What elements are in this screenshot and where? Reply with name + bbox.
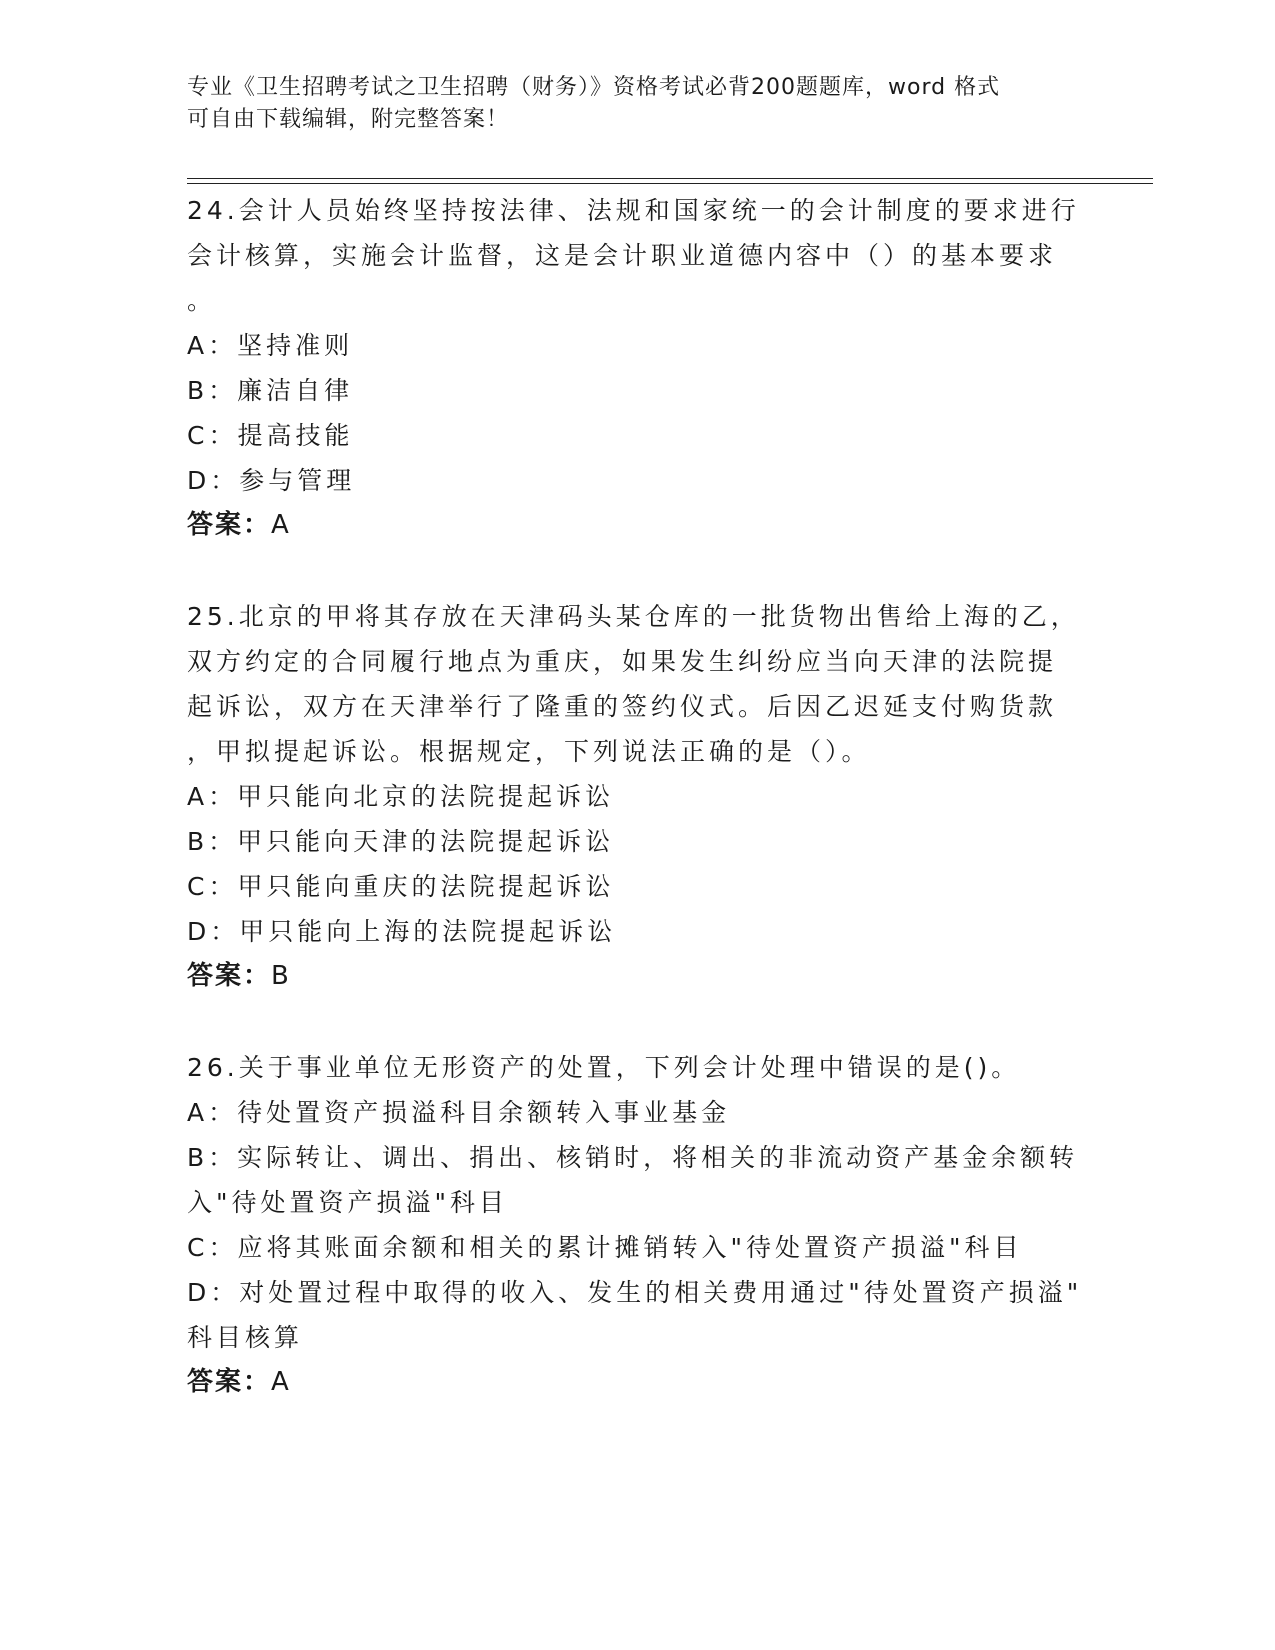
question-stem-line: 双方约定的合同履行地点为重庆，如果发生纠纷应当向天津的法院提 [187, 647, 1058, 676]
answer-label: 答案： [187, 961, 272, 991]
answer-value: A [271, 1367, 291, 1397]
question-stem-line: ，甲拟提起诉讼。根据规定，下列说法正确的是（）。 [187, 737, 871, 766]
question-stem-line: 。 [187, 286, 217, 315]
question-stem-line: 会计核算，实施会计监督，这是会计职业道德内容中（）的基本要求 [187, 241, 1058, 270]
option-c: C：甲只能向重庆的法院提起诉讼 [187, 872, 615, 901]
answer-value: B [271, 961, 291, 991]
option-b: B：实际转让、调出、捐出、核销时，将相关的非流动资产基金余额转 [187, 1143, 1079, 1172]
answer-value: A [271, 510, 291, 540]
option-d: D：对处置过程中取得的收入、发生的相关费用通过"待处置资产损溢" [187, 1278, 1083, 1307]
option-a: A：坚持准则 [187, 331, 354, 360]
option-c: C：提高技能 [187, 421, 354, 450]
question-24 [187, 188, 1087, 548]
answer-label: 答案： [187, 510, 272, 540]
answer-line [187, 954, 1087, 999]
question-stem-line: 26.关于事业单位无形资产的处置，下列会计处理中错误的是()。 [187, 1053, 1021, 1082]
option-d: D：参与管理 [187, 466, 356, 495]
question-26 [187, 1045, 1087, 1405]
option-d: D：甲只能向上海的法院提起诉讼 [187, 917, 617, 946]
header-divider-bottom [187, 183, 1153, 184]
answer-line [187, 503, 1087, 548]
document-header [187, 72, 1067, 136]
option-a: A：待处置资产损溢科目余额转入事业基金 [187, 1098, 731, 1127]
option-c: C：应将其账面余额和相关的累计摊销转入"待处置资产损溢"科目 [187, 1233, 1023, 1262]
option-b: B：廉洁自律 [187, 376, 354, 405]
question-stem-line: 24.会计人员始终坚持按法律、法规和国家统一的会计制度的要求进行 [187, 196, 1080, 225]
question-stem-line: 25.北京的甲将其存放在天津码头某仓库的一批货物出售给上海的乙， [187, 602, 1080, 631]
answer-label: 答案： [187, 1367, 272, 1397]
question-list [187, 188, 1087, 1451]
question-25 [187, 594, 1087, 999]
option-b-continued: 入"待处置资产损溢"科目 [187, 1188, 508, 1217]
header-line-2: 可自由下载编辑，附完整答案！ [187, 107, 510, 132]
header-divider-top [187, 178, 1153, 179]
option-d-continued: 科目核算 [187, 1323, 304, 1352]
option-a: A：甲只能向北京的法院提起诉讼 [187, 782, 615, 811]
option-b: B：甲只能向天津的法院提起诉讼 [187, 827, 615, 856]
answer-line [187, 1360, 1087, 1405]
header-line-1: 专业《卫生招聘考试之卫生招聘（财务）》资格考试必背200题题库，word 格式 [187, 75, 1001, 100]
question-stem-line: 起诉讼，双方在天津举行了隆重的签约仪式。后因乙迟延支付购货款 [187, 692, 1058, 721]
